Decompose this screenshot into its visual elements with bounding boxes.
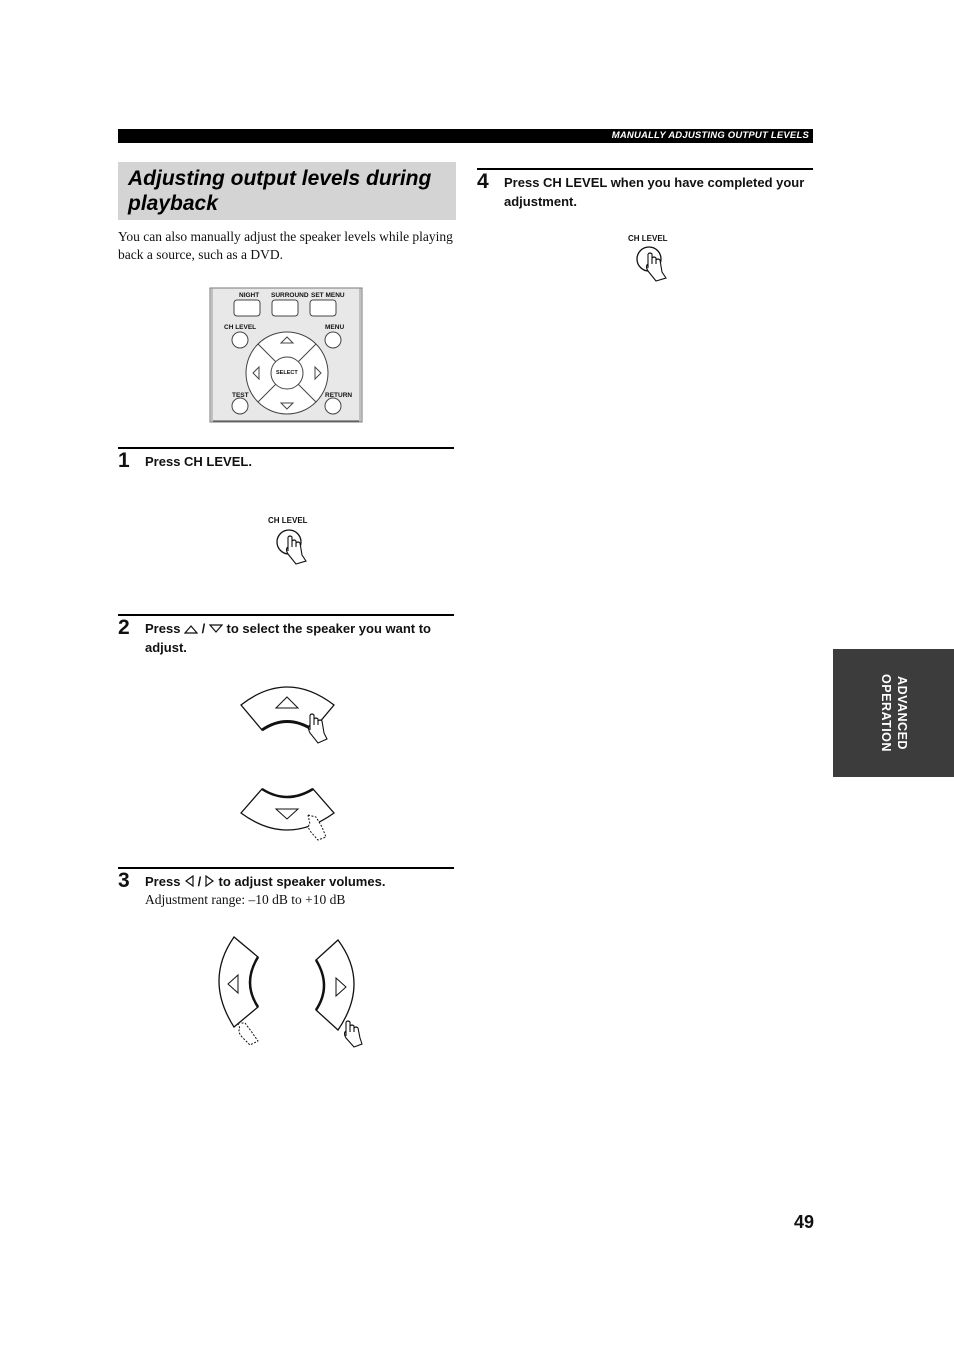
remote-label-test: TEST xyxy=(232,392,249,399)
step-4-text: Press CH LEVEL when you have completed your adjustment. xyxy=(504,175,805,209)
side-tab-advanced-operation xyxy=(833,649,954,777)
step-4-button-label: CH LEVEL xyxy=(628,234,668,243)
step-4-rule xyxy=(477,168,813,170)
section-title-box xyxy=(118,162,456,220)
remote-label-ch-level: CH LEVEL xyxy=(224,324,257,331)
right-arrow-button-press-illustration xyxy=(312,938,368,1048)
down-arrow-icon xyxy=(209,624,223,634)
ch-level-button-press-icon xyxy=(274,527,312,565)
up-arrow-icon xyxy=(184,624,198,634)
step-1-number: 1 xyxy=(118,449,130,472)
remote-label-surround: SURROUND xyxy=(271,292,309,299)
step-2-text: Press / to select the speaker you want to adjust. xyxy=(145,621,431,655)
step-1-rule xyxy=(118,447,454,449)
remote-label-menu: MENU xyxy=(325,324,345,331)
section-header-title: MANUALLY ADJUSTING OUTPUT LEVELS xyxy=(611,130,809,141)
remote-label-select: SELECT xyxy=(276,370,298,376)
left-arrow-button-press-illustration xyxy=(212,935,264,1047)
step-3-rule xyxy=(118,867,454,869)
step-1-button-label: CH LEVEL xyxy=(268,516,308,525)
step-2-rule xyxy=(118,614,454,616)
page-number: 49 xyxy=(793,1212,814,1232)
section-title: Adjusting output levels during playback xyxy=(128,167,432,215)
remote-label-night: NIGHT xyxy=(239,292,260,299)
step-3-number: 3 xyxy=(118,869,130,892)
remote-label-return: RETURN xyxy=(325,392,353,399)
step-4-number: 4 xyxy=(477,170,489,193)
left-arrow-icon xyxy=(184,875,194,887)
remote-label-set-menu: SET MENU xyxy=(311,292,345,299)
step-3-text: Press / to adjust speaker volumes. xyxy=(145,874,386,889)
adjustment-range-note: Adjustment range: –10 dB to +10 dB xyxy=(145,892,346,907)
remote-control-illustration xyxy=(209,287,363,423)
ch-level-button-press-icon xyxy=(634,244,672,282)
side-tab-line-1: ADVANCED xyxy=(894,676,909,750)
down-arrow-button-press-illustration xyxy=(238,787,342,842)
intro-text: You can also manually adjust the speaker levels while playing back a source, such as a DVD. xyxy=(118,229,453,262)
step-1-text: Press CH LEVEL. xyxy=(145,454,252,469)
right-arrow-icon xyxy=(205,875,215,887)
side-tab-line-2: OPERATION xyxy=(878,674,893,752)
up-arrow-button-press-illustration xyxy=(238,685,342,745)
step-2-number: 2 xyxy=(118,616,130,639)
header-bar xyxy=(118,129,813,143)
